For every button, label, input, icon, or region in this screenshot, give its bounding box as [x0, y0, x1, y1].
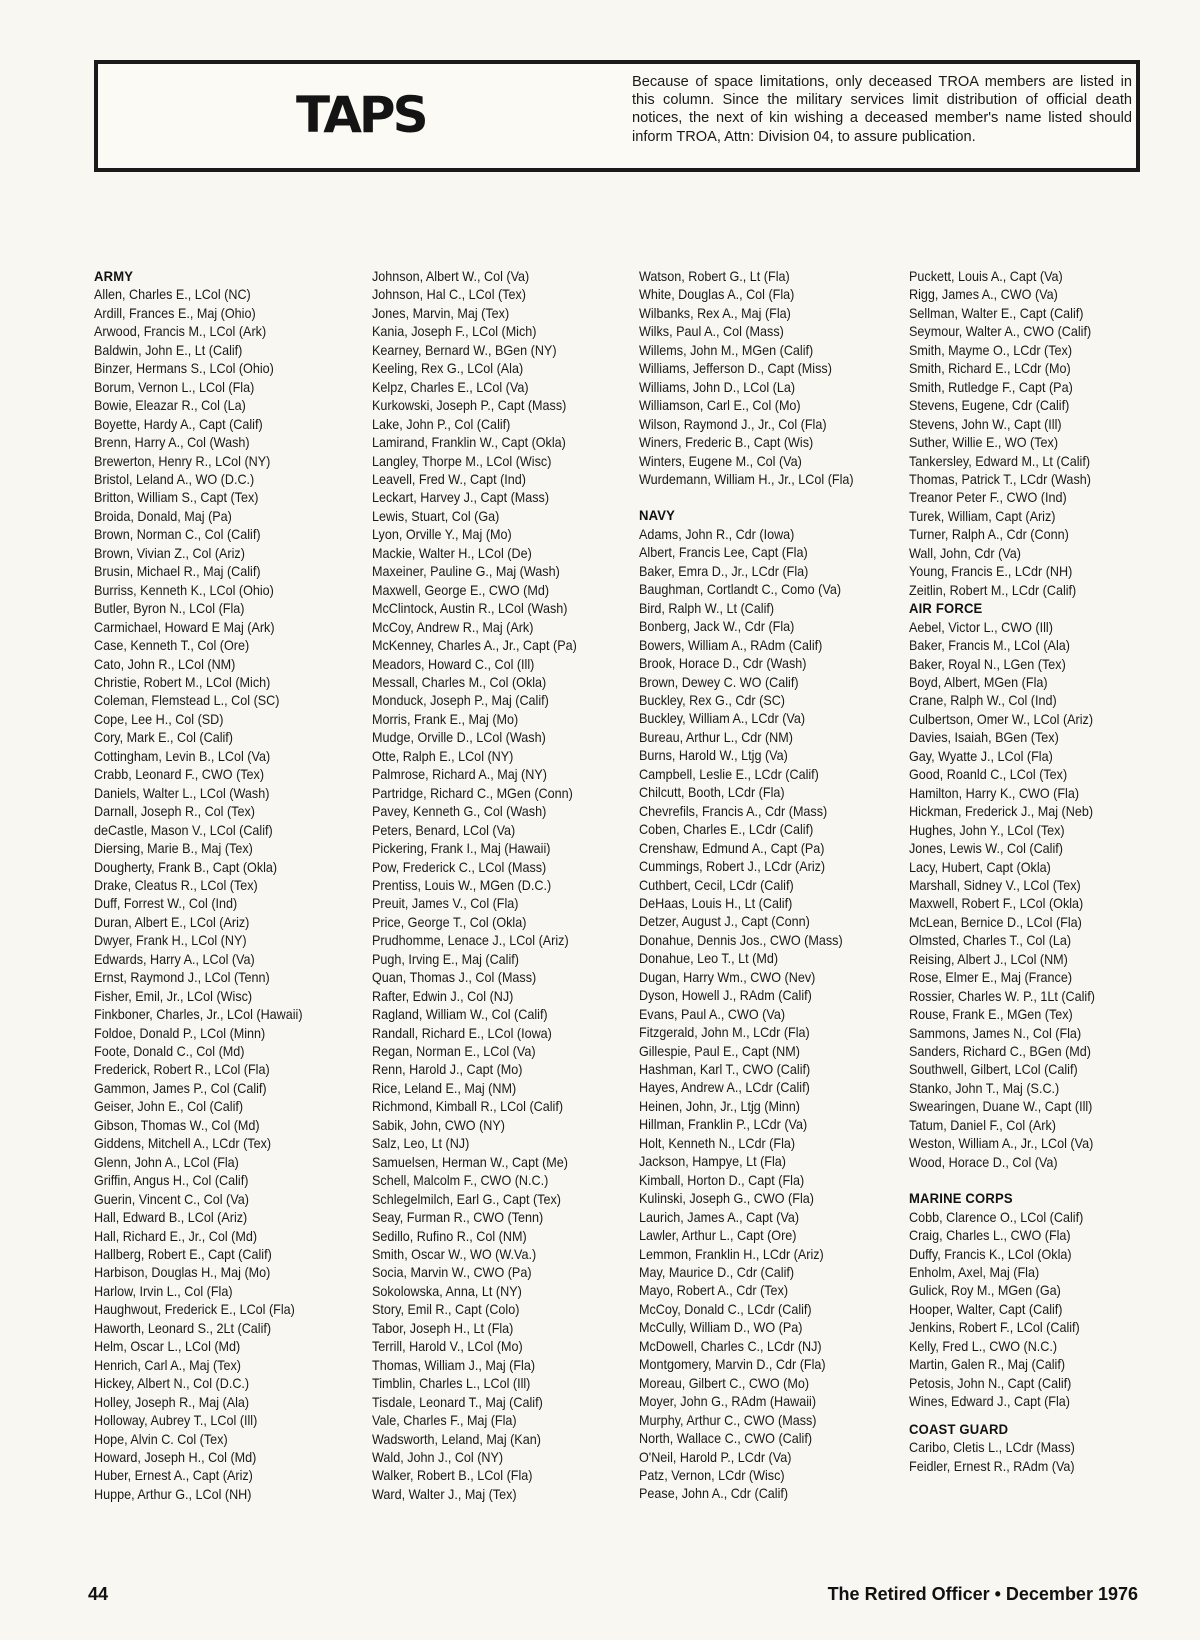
list-item: Wilson, Raymond J., Jr., Col (Fla) [639, 416, 827, 432]
list-item: Mackie, Walter H., LCol (De) [372, 545, 532, 561]
list-item: Smith, Richard E., LCdr (Mo) [909, 361, 1071, 377]
list-item: Hillman, Franklin P., LCdr (Va) [639, 1117, 808, 1133]
list-item: Regan, Norman E., LCol (Va) [372, 1044, 536, 1060]
list-item: Wadsworth, Leland, Maj (Kan) [372, 1431, 541, 1447]
list-item: Baldwin, John E., Lt (Calif) [94, 342, 243, 358]
list-item: Burns, Harold W., Ltjg (Va) [639, 748, 788, 764]
list-item: Prentiss, Louis W., MGen (D.C.) [372, 877, 552, 893]
list-item: Smith, Mayme O., LCdr (Tex) [909, 342, 1073, 358]
list-item: Donahue, Dennis Jos., CWO (Mass) [639, 932, 843, 948]
list-item: Moyer, John G., RAdm (Hawaii) [639, 1394, 817, 1410]
list-item: Sokolowska, Anna, Lt (NY) [372, 1283, 522, 1299]
list-item: Olmsted, Charles T., Col (La) [909, 933, 1072, 949]
list-item: Duran, Albert E., LCol (Ariz) [94, 914, 250, 930]
army-list-part1 [94, 286, 348, 1504]
list-item: Pavey, Kenneth G., Col (Wash) [372, 804, 547, 820]
list-item: Drake, Cleatus R., LCol (Tex) [94, 877, 258, 893]
list-item: Lawler, Arthur L., Capt (Ore) [639, 1228, 797, 1244]
list-item: Murphy, Arthur C., CWO (Mass) [639, 1412, 817, 1428]
list-item: Case, Kenneth T., Col (Ore) [94, 638, 250, 654]
list-item: Laurich, James A., Capt (Va) [639, 1209, 800, 1225]
list-item: Cobb, Clarence O., LCol (Calif) [909, 1209, 1084, 1225]
list-item: Lamirand, Franklin W., Capt (Okla) [372, 435, 566, 451]
list-item: Williams, Jefferson D., Capt (Miss) [639, 361, 832, 377]
list-item: Preuit, James V., Col (Fla) [372, 896, 519, 912]
list-item: Henrich, Carl A., Maj (Tex) [94, 1357, 241, 1373]
list-item: McCully, William D., WO (Pa) [639, 1320, 803, 1336]
list-item: Harlow, Irvin L., Col (Fla) [94, 1283, 233, 1299]
list-item: Huppe, Arthur G., LCol (NH) [94, 1486, 252, 1502]
list-item: Cato, John R., LCol (NM) [94, 656, 236, 672]
list-item: Prudhomme, Lenace J., LCol (Ariz) [372, 933, 569, 949]
list-item: Thomas, Patrick T., LCdr (Wash) [909, 471, 1091, 487]
list-item: Binzer, Hermans S., LCol (Ohio) [94, 361, 274, 377]
list-item: Socia, Marvin W., CWO (Pa) [372, 1265, 532, 1281]
list-item: Leavell, Fred W., Capt (Ind) [372, 471, 526, 487]
list-item: Tabor, Joseph H., Lt (Fla) [372, 1320, 514, 1336]
list-item: Gammon, James P., Col (Calif) [94, 1080, 267, 1096]
list-item: Christie, Robert M., LCol (Mich) [94, 674, 271, 690]
taps-header-box [94, 60, 1140, 172]
list-item: Carmichael, Howard E Maj (Ark) [94, 619, 275, 635]
list-item: Campbell, Leslie E., LCdr (Calif) [639, 766, 819, 782]
list-item: Rice, Leland E., Maj (NM) [372, 1080, 517, 1096]
list-item: Tankersley, Edward M., Lt (Calif) [909, 453, 1091, 469]
list-item: Feidler, Ernest R., RAdm (Va) [909, 1458, 1075, 1474]
list-item: Arwood, Francis M., LCol (Ark) [94, 324, 267, 340]
list-item: Culbertson, Omer W., LCol (Ariz) [909, 711, 1094, 727]
list-item: Walker, Robert B., LCol (Fla) [372, 1468, 533, 1484]
list-item: Crenshaw, Edmund A., Capt (Pa) [639, 840, 825, 856]
list-item: Brusin, Michael R., Maj (Calif) [94, 564, 261, 580]
list-item: May, Maurice D., Cdr (Calif) [639, 1265, 795, 1281]
list-item: Buckley, William A., LCdr (Va) [639, 711, 806, 727]
list-item: Baker, Francis M., LCol (Ala) [909, 638, 1070, 654]
list-item: Gibson, Thomas W., Col (Md) [94, 1117, 260, 1133]
list-item: Hickey, Albert N., Col (D.C.) [94, 1376, 250, 1392]
list-item: Thomas, William J., Maj (Fla) [372, 1357, 536, 1373]
list-item: Cope, Lee H., Col (SD) [94, 711, 224, 727]
list-item: Partridge, Richard C., MGen (Conn) [372, 785, 573, 801]
list-item: Williamson, Carl E., Col (Mo) [639, 398, 801, 414]
list-item: Schell, Malcolm F., CWO (N.C.) [372, 1173, 549, 1189]
list-item: Coben, Charles E., LCdr (Calif) [639, 822, 814, 838]
list-item: Cuthbert, Cecil, LCdr (Calif) [639, 877, 794, 893]
list-item: Lake, John P., Col (Calif) [372, 416, 511, 432]
list-item: Kimball, Horton D., Capt (Fla) [639, 1172, 805, 1188]
list-item: Craig, Charles L., CWO (Fla) [909, 1228, 1071, 1244]
list-item: Marshall, Sidney V., LCol (Tex) [909, 877, 1081, 893]
marine-corps-list [909, 1209, 1163, 1412]
list-item: Guerin, Vincent C., Col (Va) [94, 1191, 249, 1207]
list-item: Foote, Donald C., Col (Md) [94, 1044, 245, 1060]
list-item: Harbison, Douglas H., Maj (Mo) [94, 1265, 271, 1281]
list-item: Keeling, Rex G., LCol (Ala) [372, 361, 524, 377]
list-item: Hope, Alvin C. Col (Tex) [94, 1431, 228, 1447]
list-item: Patz, Vernon, LCdr (Wisc) [639, 1468, 785, 1483]
list-item: Evans, Paul A., CWO (Va) [639, 1006, 786, 1022]
list-item: Peters, Benard, LCol (Va) [372, 822, 516, 838]
list-item: Bowers, William A., RAdm (Calif) [639, 637, 823, 653]
list-item: Diersing, Marie B., Maj (Tex) [94, 841, 253, 857]
list-item: Sabik, John, CWO (NY) [372, 1117, 505, 1133]
list-item: Holloway, Aubrey T., LCol (Ill) [94, 1413, 258, 1429]
section-heading-navy: NAVY [639, 508, 676, 525]
list-item: Renn, Harold J., Capt (Mo) [372, 1062, 523, 1078]
list-item: Price, George T., Col (Okla) [372, 914, 527, 930]
list-item: Finkboner, Charles, Jr., LCol (Hawaii) [94, 1007, 303, 1023]
list-item: Jones, Marvin, Maj (Tex) [372, 305, 510, 321]
list-item: Pease, John A., Cdr (Calif) [639, 1486, 789, 1502]
list-item: McKenney, Charles A., Jr., Capt (Pa) [372, 638, 577, 654]
list-item: Wall, John, Cdr (Va) [909, 545, 1021, 561]
list-item: Samuelsen, Herman W., Capt (Me) [372, 1154, 568, 1170]
list-item: Meadors, Howard C., Col (Ill) [372, 656, 535, 672]
list-item: Hughes, John Y., LCol (Tex) [909, 822, 1065, 838]
list-item: Burriss, Kenneth K., LCol (Ohio) [94, 582, 274, 598]
list-item: Otte, Ralph E., LCol (NY) [372, 748, 514, 764]
list-item: Kelly, Fred L., CWO (N.C.) [909, 1338, 1058, 1354]
list-item: Mudge, Orville D., LCol (Wash) [372, 730, 546, 746]
list-item: Puckett, Louis A., Capt (Va) [909, 269, 1063, 284]
column-4 [909, 268, 1163, 1476]
list-item: Glenn, John A., LCol (Fla) [94, 1154, 239, 1170]
list-item: Wines, Edward J., Capt (Fla) [909, 1394, 1070, 1410]
list-item: Rouse, Frank E., MGen (Tex) [909, 1007, 1073, 1023]
list-item: Wilbanks, Rex A., Maj (Fla) [639, 305, 791, 321]
list-item: Pugh, Irving E., Maj (Calif) [372, 951, 519, 967]
list-item: Adams, John R., Cdr (Iowa) [639, 526, 795, 542]
list-item: Davies, Isaiah, BGen (Tex) [909, 730, 1059, 746]
list-item: Jenkins, Robert F., LCol (Calif) [909, 1320, 1080, 1336]
list-item: Tisdale, Leonard T., Maj (Calif) [372, 1394, 543, 1410]
list-item: Foldoe, Donald P., LCol (Minn) [94, 1025, 266, 1041]
list-item: Sellman, Walter E., Capt (Calif) [909, 305, 1084, 321]
list-item: Gay, Wyatte J., LCol (Fla) [909, 748, 1053, 764]
list-item: Bonberg, Jack W., Cdr (Fla) [639, 619, 795, 635]
list-item: deCastle, Mason V., LCol (Calif) [94, 822, 273, 838]
list-item: Maxwell, George E., CWO (Md) [372, 582, 550, 598]
list-item: Dougherty, Frank B., Capt (Okla) [94, 859, 278, 875]
list-item: Jackson, Hampye, Lt (Fla) [639, 1154, 786, 1170]
list-item: Rigg, James A., CWO (Va) [909, 287, 1058, 303]
list-item: Edwards, Harry A., LCol (Va) [94, 951, 255, 967]
list-item: Geiser, John E., Col (Calif) [94, 1099, 244, 1115]
list-item: Borum, Vernon L., LCol (Fla) [94, 379, 255, 395]
list-item: McCoy, Donald C., LCdr (Calif) [639, 1301, 812, 1317]
list-item: Zeitlin, Robert M., LCdr (Calif) [909, 582, 1077, 598]
list-item: Swearingen, Duane W., Capt (Ill) [909, 1099, 1093, 1115]
list-item: Huber, Ernest A., Capt (Ariz) [94, 1468, 253, 1484]
section-gap [909, 1412, 1163, 1421]
list-item: Randall, Richard E., LCol (Iowa) [372, 1025, 552, 1041]
list-item: Gillespie, Paul E., Capt (NM) [639, 1043, 800, 1059]
list-item: Kelpz, Charles E., LCol (Va) [372, 379, 529, 395]
list-item: Turner, Ralph A., Cdr (Conn) [909, 527, 1069, 543]
list-item: Maxeiner, Pauline G., Maj (Wash) [372, 564, 560, 580]
section-gap [639, 489, 893, 507]
list-item: Story, Emil R., Capt (Colo) [372, 1302, 520, 1318]
navy-list-part2 [909, 268, 1163, 600]
list-item: Darnall, Joseph R., Col (Tex) [94, 804, 255, 820]
navy-list-part1 [639, 526, 893, 1504]
list-item: Holley, Joseph R., Maj (Ala) [94, 1394, 250, 1410]
list-item: Kulinski, Joseph G., CWO (Fla) [639, 1191, 814, 1207]
list-item: Pow, Frederick C., LCol (Mass) [372, 859, 547, 875]
list-item: Chevrefils, Francis A., Cdr (Mass) [639, 803, 828, 819]
list-item: Coleman, Flemstead L., Col (SC) [94, 693, 280, 709]
section-gap [909, 1172, 1163, 1190]
list-item: Wurdemann, William H., Jr., LCol (Fla) [639, 471, 854, 487]
list-item: Rose, Elmer E., Maj (France) [909, 970, 1073, 986]
list-item: Petosis, John N., Capt (Calif) [909, 1375, 1072, 1391]
list-item: Gulick, Roy M., MGen (Ga) [909, 1283, 1061, 1299]
list-item: Lemmon, Franklin H., LCdr (Ariz) [639, 1246, 824, 1262]
list-item: Hall, Richard E., Jr., Col (Md) [94, 1228, 258, 1244]
list-item: Sammons, James N., Col (Fla) [909, 1025, 1082, 1041]
list-item: Palmrose, Richard A., Maj (NY) [372, 767, 547, 783]
list-item: Haworth, Leonard S., 2Lt (Calif) [94, 1320, 272, 1336]
list-item: Turek, William, Capt (Ariz) [909, 508, 1056, 524]
list-item: Ernst, Raymond J., LCol (Tenn) [94, 970, 270, 986]
list-item: Hashman, Karl T., CWO (Calif) [639, 1062, 811, 1078]
list-item: Lyon, Orville Y., Maj (Mo) [372, 527, 512, 543]
list-item: Baker, Emra D., Jr., LCdr (Fla) [639, 563, 809, 579]
list-item: Terrill, Harold V., LCol (Mo) [372, 1339, 523, 1355]
list-item: Allen, Charles E., LCol (NC) [94, 287, 251, 303]
list-item: Montgomery, Marvin D., Cdr (Fla) [639, 1357, 826, 1373]
list-item: Hall, Edward B., LCol (Ariz) [94, 1210, 248, 1226]
list-item: Schlegelmilch, Earl G., Capt (Tex) [372, 1191, 561, 1207]
list-item: Wilks, Paul A., Col (Mass) [639, 324, 784, 340]
list-item: Good, Roanld C., LCol (Tex) [909, 767, 1068, 783]
list-item: Fisher, Emil, Jr., LCol (Wisc) [94, 988, 253, 1004]
list-item: Wood, Horace D., Col (Va) [909, 1154, 1058, 1170]
list-item: McLean, Bernice D., LCol (Fla) [909, 914, 1082, 930]
list-item: Bureau, Arthur L., Cdr (NM) [639, 729, 793, 745]
column-2 [372, 268, 626, 1504]
coast-guard-list [909, 1439, 1163, 1476]
page-number: 44 [88, 1584, 109, 1604]
list-item: Giddens, Mitchell A., LCdr (Tex) [94, 1136, 272, 1152]
list-item: Crane, Ralph W., Col (Ind) [909, 693, 1057, 709]
list-item: Helm, Oscar L., LCol (Md) [94, 1339, 241, 1355]
list-item: Mayo, Robert A., Cdr (Tex) [639, 1283, 789, 1299]
list-item: Buckley, Rex G., Cdr (SC) [639, 692, 786, 708]
list-item: Sedillo, Rufino R., Col (NM) [372, 1228, 527, 1244]
list-item: Treanor Peter F., CWO (Ind) [909, 490, 1067, 506]
list-item: Vale, Charles F., Maj (Fla) [372, 1413, 517, 1429]
list-item: Winers, Frederic B., Capt (Wis) [639, 435, 814, 451]
list-item: Brook, Horace D., Cdr (Wash) [639, 656, 807, 672]
list-item: Frederick, Robert R., LCol (Fla) [94, 1062, 270, 1078]
section-heading-army: ARMY [94, 269, 134, 285]
list-item: Willems, John M., MGen (Calif) [639, 342, 814, 358]
list-item: Fitzgerald, John M., LCdr (Fla) [639, 1025, 810, 1041]
list-item: Bird, Ralph W., Lt (Calif) [639, 600, 775, 616]
list-item: Winters, Eugene M., Col (Va) [639, 453, 802, 469]
list-item: Suther, Willie E., WO (Tex) [909, 435, 1059, 451]
list-item: Brenn, Harry A., Col (Wash) [94, 435, 250, 451]
list-item: Messall, Charles M., Col (Okla) [372, 674, 547, 690]
list-item: Brown, Dewey C. WO (Calif) [639, 674, 799, 690]
list-item: Lacy, Hubert, Capt (Okla) [909, 859, 1051, 875]
section-heading-marine-corps: MARINE CORPS [909, 1191, 1013, 1208]
list-item: Cory, Mark E., Col (Calif) [94, 730, 234, 746]
list-item: North, Wallace C., CWO (Calif) [639, 1431, 813, 1447]
army-list-part3 [639, 268, 893, 489]
list-item: Salz, Leo, Lt (NJ) [372, 1136, 470, 1152]
section-heading-air-force: AIR FORCE [909, 601, 983, 618]
list-item: Ward, Walter J., Maj (Tex) [372, 1486, 517, 1502]
list-item: Williams, John D., LCol (La) [639, 379, 796, 395]
list-item: Smith, Oscar W., WO (W.Va.) [372, 1247, 537, 1263]
list-item: Heinen, John, Jr., Ltjg (Minn) [639, 1098, 800, 1114]
list-item: Duffy, Francis K., LCol (Okla) [909, 1246, 1072, 1262]
publication-footer: The Retired Officer • December 1976 [827, 1584, 1138, 1604]
list-item: Crabb, Leonard F., CWO (Tex) [94, 767, 265, 783]
list-item: Howard, Joseph H., Col (Md) [94, 1450, 257, 1465]
column-1 [94, 268, 348, 1504]
list-item: Dyson, Howell J., RAdm (Calif) [639, 988, 812, 1004]
list-item: Boyd, Albert, MGen (Fla) [909, 674, 1048, 690]
list-item: Johnson, Albert W., Col (Va) [372, 269, 530, 284]
list-item: Hamilton, Harry K., CWO (Fla) [909, 785, 1080, 801]
list-item: Tatum, Daniel F., Col (Ark) [909, 1117, 1056, 1133]
taps-notice: Because of space limitations, only deceased TROA members are listed in this column. Since the military services limit distribution of official death notices, the next of kin wishing a deceased member's name listed should inform TROA, Attn: Division 04, to assure publication. [632, 74, 1132, 145]
list-item: Ardill, Frances E., Maj (Ohio) [94, 305, 256, 321]
list-item: Hickman, Frederick J., Maj (Neb) [909, 804, 1094, 820]
list-item: Southwell, Gilbert, LCol (Calif) [909, 1062, 1078, 1078]
list-item: DeHaas, Louis H., Lt (Calif) [639, 895, 793, 911]
list-item: Daniels, Walter L., LCol (Wash) [94, 785, 270, 801]
list-item: Rossier, Charles W. P., 1Lt (Calif) [909, 988, 1095, 1004]
list-item: Seymour, Walter A., CWO (Calif) [909, 324, 1092, 340]
list-item: White, Douglas A., Col (Fla) [639, 287, 795, 303]
list-item: Weston, William A., Jr., LCol (Va) [909, 1136, 1094, 1152]
list-item: Ragland, William W., Col (Calif) [372, 1007, 548, 1023]
air-force-list [909, 619, 1163, 1173]
list-item: Young, Francis E., LCdr (NH) [909, 564, 1073, 580]
list-item: Haughwout, Frederick E., LCol (Fla) [94, 1302, 295, 1318]
list-item: Britton, William S., Capt (Tex) [94, 490, 259, 506]
list-item: Martin, Galen R., Maj (Calif) [909, 1357, 1066, 1373]
list-item: Brown, Norman C., Col (Calif) [94, 527, 261, 543]
list-item: Reising, Albert J., LCol (NM) [909, 951, 1068, 967]
list-item: Hooper, Walter, Capt (Calif) [909, 1301, 1063, 1317]
list-item: Cummings, Robert J., LCdr (Ariz) [639, 859, 826, 875]
list-item: Johnson, Hal C., LCol (Tex) [372, 287, 526, 303]
list-item: McClintock, Austin R., LCol (Wash) [372, 601, 568, 617]
list-item: Monduck, Joseph P., Maj (Calif) [372, 693, 549, 709]
list-item: Baughman, Cortlandt C., Como (Va) [639, 582, 842, 598]
list-item: Langley, Thorpe M., LCol (Wisc) [372, 453, 552, 469]
column-3 [639, 268, 893, 1504]
list-item: Baker, Royal N., LGen (Tex) [909, 656, 1066, 672]
list-item: Aebel, Victor L., CWO (Ill) [909, 619, 1053, 635]
taps-title: TAPS [296, 86, 426, 144]
list-item: Pickering, Frank I., Maj (Hawaii) [372, 841, 551, 857]
list-item: Smith, Rutledge F., Capt (Pa) [909, 379, 1073, 395]
list-item: Duff, Forrest W., Col (Ind) [94, 896, 238, 912]
list-item: McCoy, Andrew R., Maj (Ark) [372, 619, 534, 635]
list-item: Timblin, Charles L., LCol (Ill) [372, 1376, 531, 1392]
list-item: Watson, Robert G., Lt (Fla) [639, 269, 790, 284]
list-item: Dwyer, Frank H., LCol (NY) [94, 933, 247, 949]
list-item: Moreau, Gilbert C., CWO (Mo) [639, 1375, 810, 1391]
list-item: Kurkowski, Joseph P., Capt (Mass) [372, 398, 567, 414]
list-item: O'Neil, Harold P., LCdr (Va) [639, 1449, 792, 1465]
list-item: Sanders, Richard C., BGen (Md) [909, 1044, 1091, 1060]
list-item: Albert, Francis Lee, Capt (Fla) [639, 545, 808, 561]
list-item: Kearney, Bernard W., BGen (NY) [372, 342, 557, 358]
list-item: Dugan, Harry Wm., CWO (Nev) [639, 969, 816, 985]
list-item: Hallberg, Robert E., Capt (Calif) [94, 1247, 272, 1263]
list-item: Hayes, Andrew A., LCdr (Calif) [639, 1080, 810, 1096]
list-item: Bristol, Leland A., WO (D.C.) [94, 471, 255, 487]
army-list-part2 [372, 268, 626, 1504]
list-item: Holt, Kenneth N., LCdr (Fla) [639, 1135, 796, 1151]
list-item: Wald, John J., Col (NY) [372, 1450, 504, 1465]
list-item: Rafter, Edwin J., Col (NJ) [372, 988, 514, 1004]
list-item: McDowell, Charles C., LCdr (NJ) [639, 1338, 822, 1354]
list-item: Stevens, John W., Capt (Ill) [909, 416, 1062, 432]
list-item: Donahue, Leo T., Lt (Md) [639, 951, 779, 967]
list-item: Caribo, Cletis L., LCdr (Mass) [909, 1440, 1075, 1456]
list-item: Maxwell, Robert F., LCol (Okla) [909, 896, 1084, 912]
list-item: Broida, Donald, Maj (Pa) [94, 508, 232, 524]
list-item: Boyette, Hardy A., Capt (Calif) [94, 416, 263, 432]
list-item: Quan, Thomas J., Col (Mass) [372, 970, 537, 986]
list-item: Seay, Furman R., CWO (Tenn) [372, 1210, 544, 1226]
list-item: Cottingham, Levin B., LCol (Va) [94, 748, 271, 764]
list-item: Jones, Lewis W., Col (Calif) [909, 841, 1063, 857]
list-item: Detzer, August J., Capt (Conn) [639, 914, 810, 930]
section-heading-coast-guard: COAST GUARD [909, 1421, 1009, 1438]
list-item: Leckart, Harvey J., Capt (Mass) [372, 490, 550, 506]
list-item: Stevens, Eugene, Cdr (Calif) [909, 398, 1070, 414]
list-item: Brown, Vivian Z., Col (Ariz) [94, 545, 245, 561]
list-item: Bowie, Eleazar R., Col (La) [94, 398, 246, 414]
list-item: Brewerton, Henry R., LCol (NY) [94, 453, 271, 469]
list-item: Chilcutt, Booth, LCdr (Fla) [639, 785, 785, 801]
list-item: Kania, Joseph F., LCol (Mich) [372, 324, 537, 340]
list-item: Griffin, Angus H., Col (Calif) [94, 1173, 249, 1189]
list-item: Butler, Byron N., LCol (Fla) [94, 601, 245, 617]
list-item: Richmond, Kimball R., LCol (Calif) [372, 1099, 564, 1115]
list-item: Morris, Frank E., Maj (Mo) [372, 711, 519, 727]
list-item: Enholm, Axel, Maj (Fla) [909, 1265, 1040, 1281]
list-item: Lewis, Stuart, Col (Ga) [372, 508, 500, 524]
list-item: Stanko, John T., Maj (S.C.) [909, 1080, 1060, 1096]
